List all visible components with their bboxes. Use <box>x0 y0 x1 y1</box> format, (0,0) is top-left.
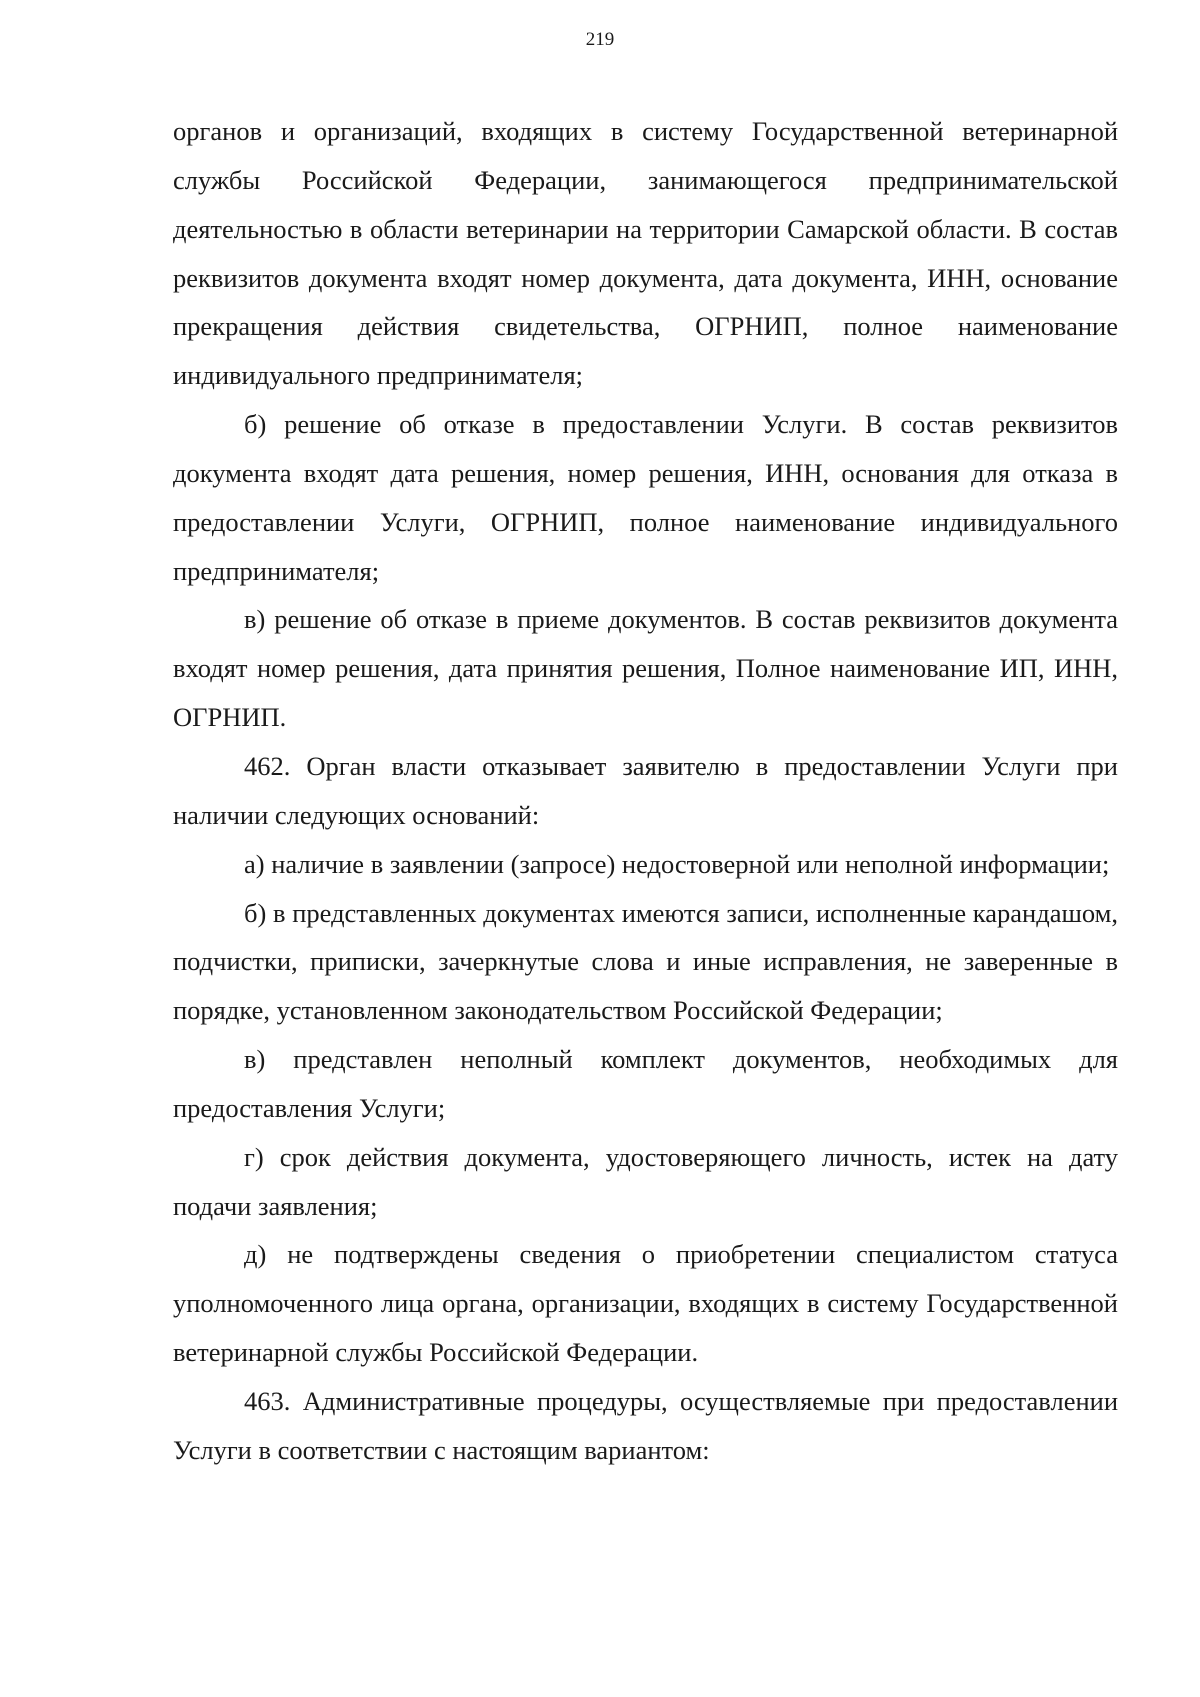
paragraph-462-item-g: г) срок действия документа, удостоверяющего личность, истек на дату подачи заявления; <box>173 1141 1118 1221</box>
page-number: 219 <box>585 29 615 50</box>
paragraph-continuation: органов и организаций, входящих в систему Государственной ветеринарной службы Российской Федерации, занимающегося предпринимательской деятельностью в области ветеринарии на территории Самарской области. В состав реквизитов документа входят номер документа, дата документа, ИНН, основание прекращения действия свидетельства, ОГРНИП, полное наименование индивидуального предпринимателя; <box>173 116 1118 391</box>
paragraph-463: 463. Административные процедуры, осуществляемые при предоставлении Услуги в соответствии с настоящим вариантом: <box>173 1385 1118 1465</box>
paragraph-462-item-a: а) наличие в заявлении (запросе) недостоверной или неполной информации; <box>244 848 1110 879</box>
paragraph-462: 462. Орган власти отказывает заявителю в предоставлении Услуги при наличии следующих оснований: <box>173 750 1118 830</box>
document-body <box>173 107 1118 1475</box>
paragraph-462-item-v: в) представлен неполный комплект документов, необходимых для предоставления Услуги; <box>173 1044 1118 1123</box>
paragraph-462-item-b: б) в представленных документах имеются записи, исполненные карандашом, подчистки, приписки, зачеркнутые слова и иные исправления, не заверенные в порядке, установленном законодательством Российской Федерации; <box>173 897 1118 1026</box>
paragraph-item-b-refusal-decision: б) решение об отказе в предоставлении Услуги. В состав реквизитов документа входят дата решения, номер решения, ИНН, основания для отказа в предоставлении Услуги, ОГРНИП, полное наименование индивидуального предпринимателя; <box>173 409 1118 586</box>
paragraph-462-item-d: д) не подтверждены сведения о приобретении специалистом статуса уполномоченного лица органа, организации, входящих в систему Государственной ветеринарной службы Российской Федерации. <box>173 1239 1118 1368</box>
paragraph-item-v-document-refusal: в) решение об отказе в приеме документов. В состав реквизитов документа входят номер решения, дата принятия решения, Полное наименование ИП, ИНН, ОГРНИП. <box>173 604 1118 733</box>
